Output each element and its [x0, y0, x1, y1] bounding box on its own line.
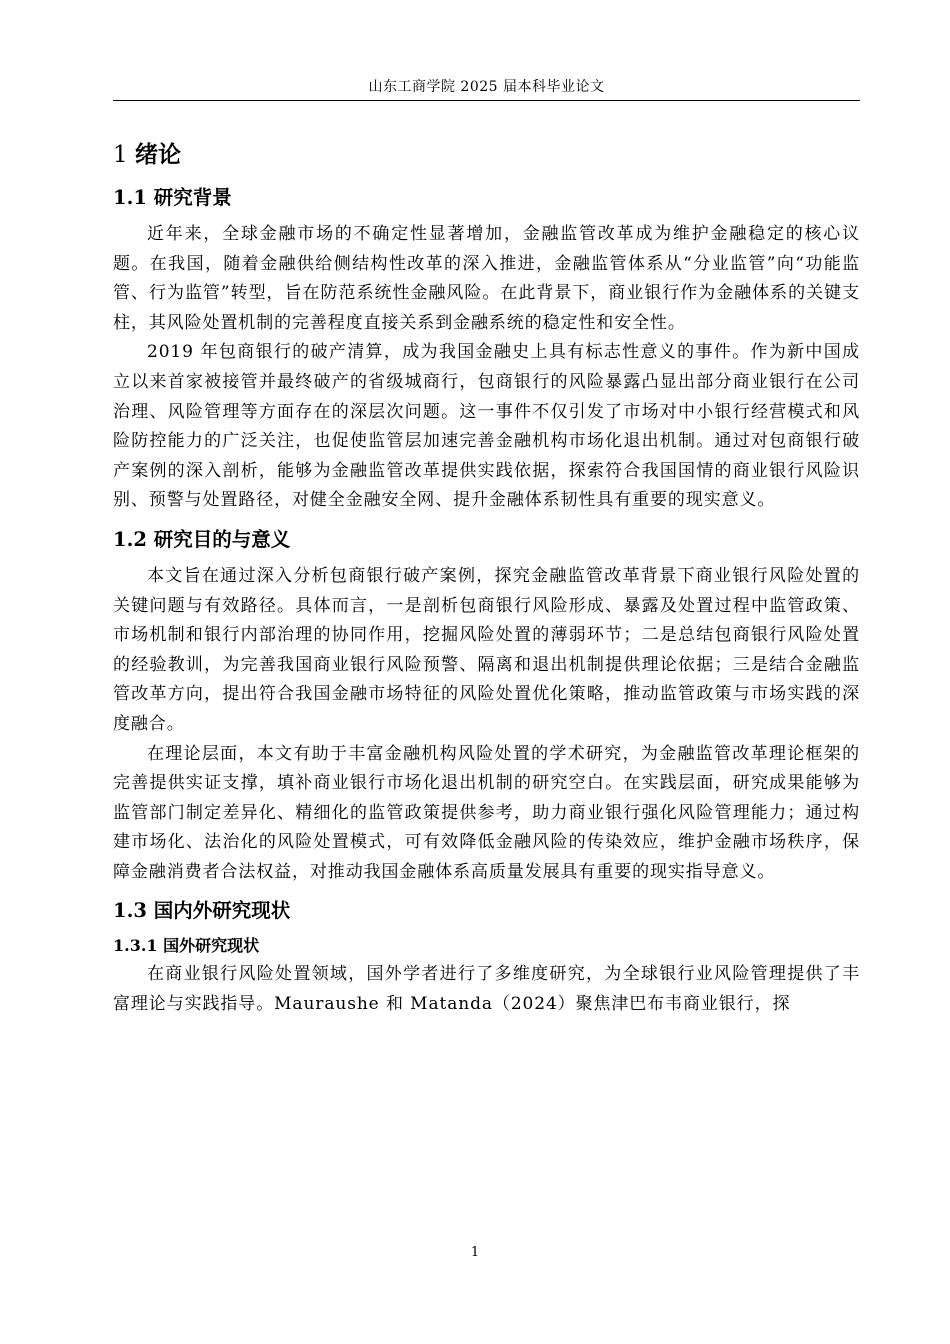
page-content [113, 136, 860, 1020]
chapter-number: 1 [113, 142, 128, 168]
paragraph: 本文旨在通过深入分析包商银行破产案例，探究金融监管改革背景下商业银行风险处置的关键问题与有效路径。具体而言，一是剖析包商银行风险形成、暴露及处置过程中监管政策、市场机制和银行内部治理的协同作用，挖掘风险处置的薄弱环节；二是总结包商银行风险处置的经验教训，为完善我国商业银行风险预警、隔离和退出机制提供理论依据；三是结合金融监管改革方向，提出符合我国金融市场特征的风险处置优化策略，推动监管政策与市场实践的深度融合。 [113, 565, 860, 734]
paragraph: 在商业银行风险处置领域，国外学者进行了多维度研究，为全球银行业风险管理提供了丰富理论与实践指导。Mauraushe 和 Matanda（2024）聚焦津巴布韦商业银行，探 [113, 964, 860, 1015]
page-number: 1 [470, 1245, 480, 1260]
section-heading-research-background: 1.1 研究背景 [113, 186, 232, 209]
running-header: 山东工商学院 2025 届本科毕业论文 [368, 79, 605, 95]
paragraph: 近年来，全球金融市场的不确定性显著增加，金融监管改革成为维护金融稳定的核心议题。在我国，随着金融供给侧结构性改革的深入推进，金融监管体系从“分业监管”向“功能监管、行为监管”转型，旨在防范系统性金融风险。在此背景下，商业银行作为金融体系的关键支柱，其风险处置机制的完善程度直接关系到金融系统的稳定性和安全性。 [113, 224, 860, 333]
paragraph: 在理论层面，本文有助于丰富金融机构风险处置的学术研究，为金融监管改革理论框架的完善提供实证支撑，填补商业银行市场化退出机制的研究空白。在实践层面，研究成果能够为监管部门制定差异化、精细化的监管政策提供参考，助力商业银行强化风险管理能力；通过构建市场化、法治化的风险处置模式，可有效降低金融风险的传染效应，维护金融市场秩序，保障金融消费者合法权益，对推动我国金融体系高质量发展具有重要的现实指导意义。 [113, 743, 860, 882]
section-heading-research-purpose: 1.2 研究目的与意义 [113, 527, 291, 551]
section-heading-research-status: 1.3 国内外研究现状 [113, 899, 291, 923]
header-rule [113, 100, 860, 101]
chapter-title [113, 136, 860, 174]
subsection-heading-foreign-research: 1.3.1 国外研究现状 [113, 936, 260, 956]
chapter-label: 绪论 [134, 141, 181, 168]
paragraph: 2019 年包商银行的破产清算，成为我国金融史上具有标志性意义的事件。作为新中国成立以来首家被接管并最终破产的省级城商行，包商银行的风险暴露凸显出部分商业银行在公司治理、风险管理等方面存在的深层次问题。这一事件不仅引发了市场对中小银行经营模式和风险防控能力的广泛关注，也促使监管层加速完善金融机构市场化退出机制。通过对包商银行破产案例的深入剖析，能够为金融监管改革提供实践依据，探索符合我国国情的商业银行风险识别、预警与处置路径，对健全金融安全网、提升金融体系韧性具有重要的现实意义。 [113, 342, 860, 511]
